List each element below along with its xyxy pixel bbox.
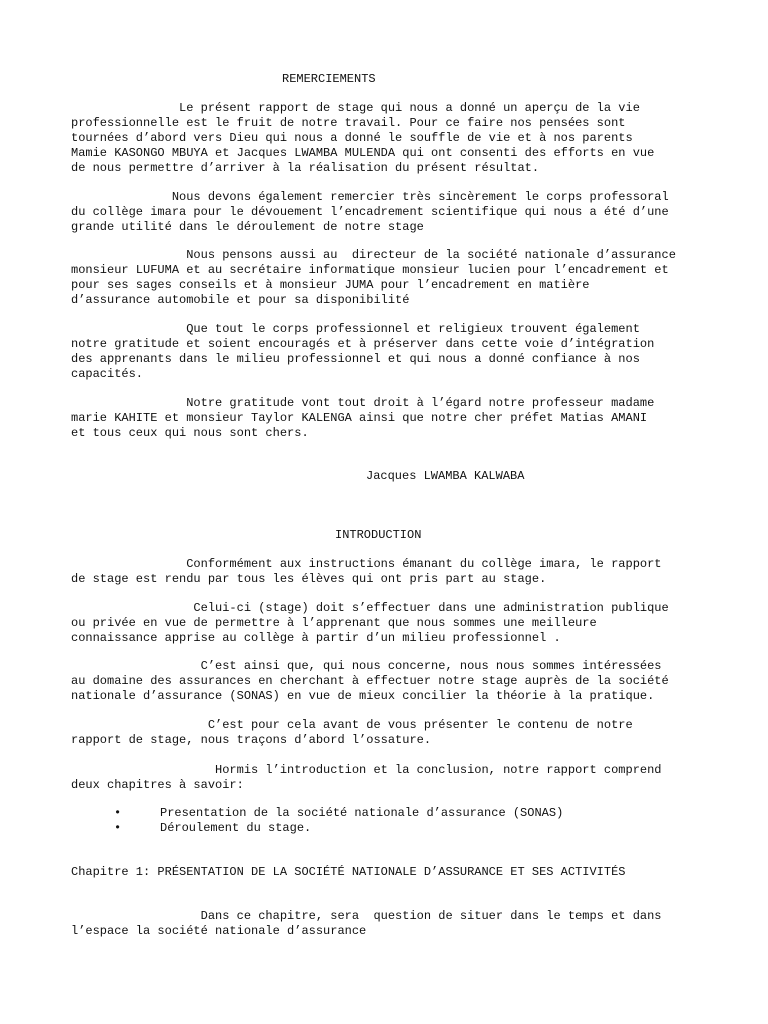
remerciements-paragraph-5: Notre gratitude vont tout droit à l’égard notre professeur madame marie KAHITE et monsieur Taylor KALENGA ainsi que notre cher préfet Matias AMANI et tous ceux qui nous sont chers. <box>71 396 655 440</box>
remerciements-paragraph-2: Nous devons également remercier très sincèrement le corps professoral du collège imara pour le dévouement l’encadrement scientifique qui nous a été d’une grande utilité dans le déroulement de notre stage <box>71 190 669 234</box>
list-item <box>71 821 711 836</box>
list-item-text: Déroulement du stage. <box>160 821 312 835</box>
list-item <box>71 806 711 821</box>
introduction-paragraph-5: Hormis l’introduction et la conclusion, notre rapport comprend deux chapitres à savoir: <box>71 763 662 792</box>
remerciements-paragraph-3: Nous pensons aussi au directeur de la société nationale d’assurance monsieur LUFUMA et au secrétaire informatique monsieur lucien pour l’encadrement et pour ses sages conseils et à monsieur JUMA pour l’encadrement en matière d’assurance automobile et pour sa disponibilité <box>71 248 676 307</box>
introduction-paragraph-1: Conformément aux instructions émanant du collège imara, le rapport de stage est rendu par tous les élèves qui ont pris part au stage. <box>71 557 662 586</box>
introduction-title: INTRODUCTION <box>335 528 422 542</box>
introduction-paragraph-3: C’est ainsi que, qui nous concerne, nous nous sommes intéressées au domaine des assurances en cherchant à effectuer notre stage auprès de la société nationale d’assurance (SONAS) en vue de mieux concilier la théorie à la pratique. <box>71 659 669 703</box>
signature: Jacques LWAMBA KALWABA <box>366 469 525 483</box>
chapter-paragraph-1: Dans ce chapitre, sera question de situer dans le temps et dans l’espace la société nationale d’assurance <box>71 909 662 938</box>
chapter-heading: Chapitre 1: PRÉSENTATION DE LA SOCIÉTÉ NATIONALE D’ASSURANCE ET SES ACTIVITÉS <box>71 865 626 879</box>
bullet-icon: • <box>114 821 122 835</box>
list-item-text: Presentation de la société nationale d’assurance (SONAS) <box>160 806 564 820</box>
introduction-paragraph-2: Celui-ci (stage) doit s’effectuer dans une administration publique ou privée en vue de permettre à l’apprenant que nous sommes une meilleure connaissance apprise au collège à partir d’un milieu professionnel . <box>71 601 669 645</box>
bullet-icon: • <box>114 806 122 820</box>
remerciements-paragraph-1: Le présent rapport de stage qui nous a donné un aperçu de la vie professionnelle est le fruit de notre travail. Pour ce faire nos pensées sont tournées d’abord vers Dieu qui nous a donné le souffle de vie et à nos parents Mamie KASONGO MBUYA et Jacques LWAMBA MULENDA qui ont consenti des efforts en vue de nous permettre d’arriver à la réalisation du présent résultat. <box>71 101 655 175</box>
introduction-paragraph-4: C’est pour cela avant de vous présenter le contenu de notre rapport de stage, nous traçons d’abord l’ossature. <box>71 718 633 747</box>
remerciements-title: REMERCIEMENTS <box>282 72 376 86</box>
remerciements-paragraph-4: Que tout le corps professionnel et religieux trouvent également notre gratitude et soient encouragés et à préserver dans cette voie d’intégration des apprenants dans le milieu professionnel et qui nous a donné confiance à nos capacités. <box>71 322 655 381</box>
